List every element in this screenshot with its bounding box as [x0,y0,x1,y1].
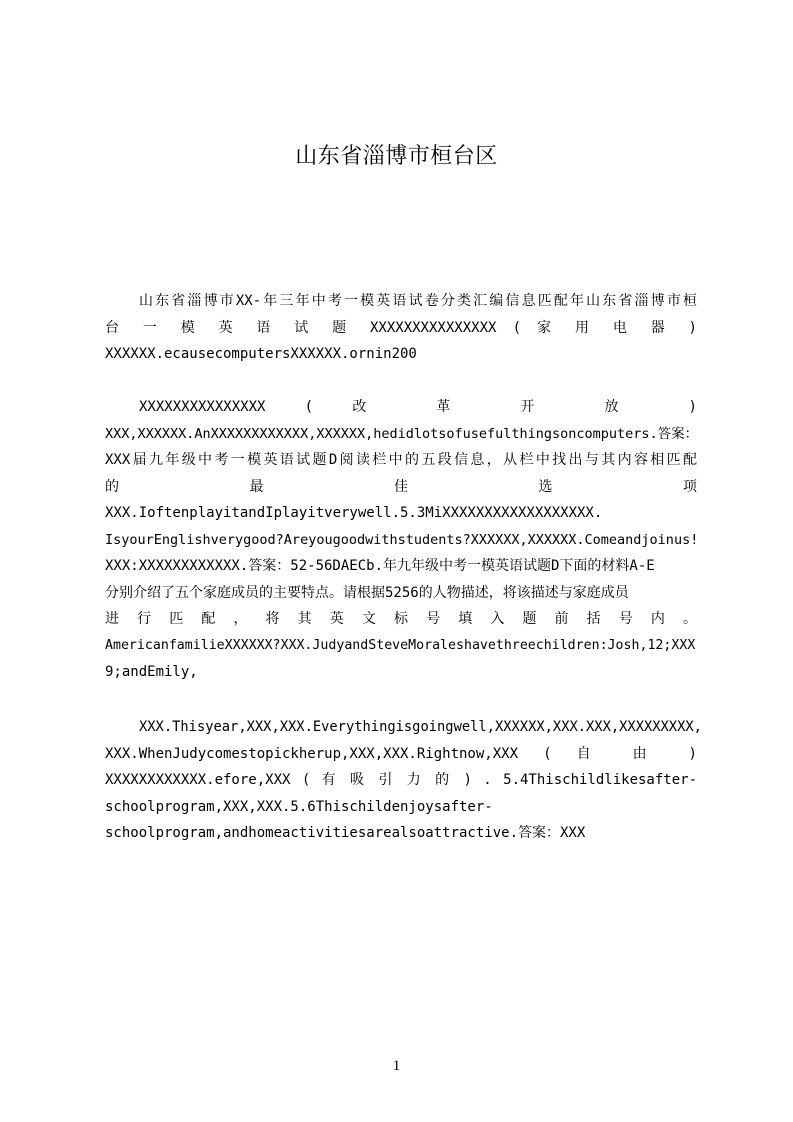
paragraph-line: 进 行 匹 配 ， 将 其 英 文 标 号 填 入 题 前 括 号 内 。 [105,611,697,627]
paragraph-line: XXXXXXXXXXXXXXX ( 改 革 开 放 ) [139,399,697,415]
paragraph-line: XXX:XXXXXXXXXXXX.答案：52-56DAECb.年九年级中考一模英语试题D下面的材料A-E [105,558,655,574]
paragraph-line: XXX届九年级中考一模英语试题D阅读栏中的五段信息，从栏中找出与其内容相匹配 [105,452,697,468]
paragraph-line: XXX.IoftenplayitandIplayitverywell.5.3MiXXXXXXXXXXXXXXXXXX. [105,505,603,521]
paragraph-line: 的 最 佳 选 项 [105,478,697,495]
paragraph-line: AmericanfamilieXXXXXX?XXX.JudyandSteveMoraleshavethreechildren:Josh,12;XXX [105,637,696,653]
paragraph-1 [105,288,697,368]
paragraph-line: 台 一 模 英 语 试 题 XXXXXXXXXXXXXXX ( 家 用 电 器 ) [105,319,697,336]
paragraph-line: 9;andEmily, [105,664,198,680]
paragraph-line: 山东省淄博市XX-年三年中考一模英语试卷分类汇编信息匹配年山东省淄博市桓 [139,293,697,309]
paragraph-2 [105,394,697,686]
paragraph-line: XXXXXXXXXXXX.efore,XXX ( 有 吸 引 力 的 ) . 5.4Thischildlikesafter- [105,772,697,788]
paragraph-line: XXXXXX.ecausecomputersXXXXXX.ornin200 [105,346,417,362]
paragraph-line: schoolprogram,andhomeactivitiesarealsoattractive.答案：XXX [105,825,586,841]
paragraph-line: 分别介绍了五个家庭成员的主要特点。请根据5256的人物描述，将该描述与家庭成员 [105,584,629,601]
paragraph-line: XXX.Thisyear,XXX,XXX.Everythingisgoingwell,XXXXXX,XXX.XXX,XXXXXXXXX, [139,719,702,735]
paragraph-line: IsyourEnglishverygood?Areyougoodwithstudents?XXXXXX,XXXXXX.Comeandjoinus! [105,531,699,548]
page-number: 1 [392,1058,401,1074]
paragraph-line: XXX,XXXXXX.AnXXXXXXXXXXXX,XXXXXX,hedidlotsofusefulthingsoncomputers.答案： [105,425,699,442]
paragraph-3 [105,714,702,847]
document-title: 山东省淄博市桓台区 [295,144,498,169]
paragraph-line: XXX.WhenJudycomestopickherup,XXX,XXX.Rightnow,XXX ( 自 由 ) [105,745,697,762]
paragraph-line: schoolprogram,XXX,XXX.5.6Thischildenjoysafter- [105,798,493,815]
